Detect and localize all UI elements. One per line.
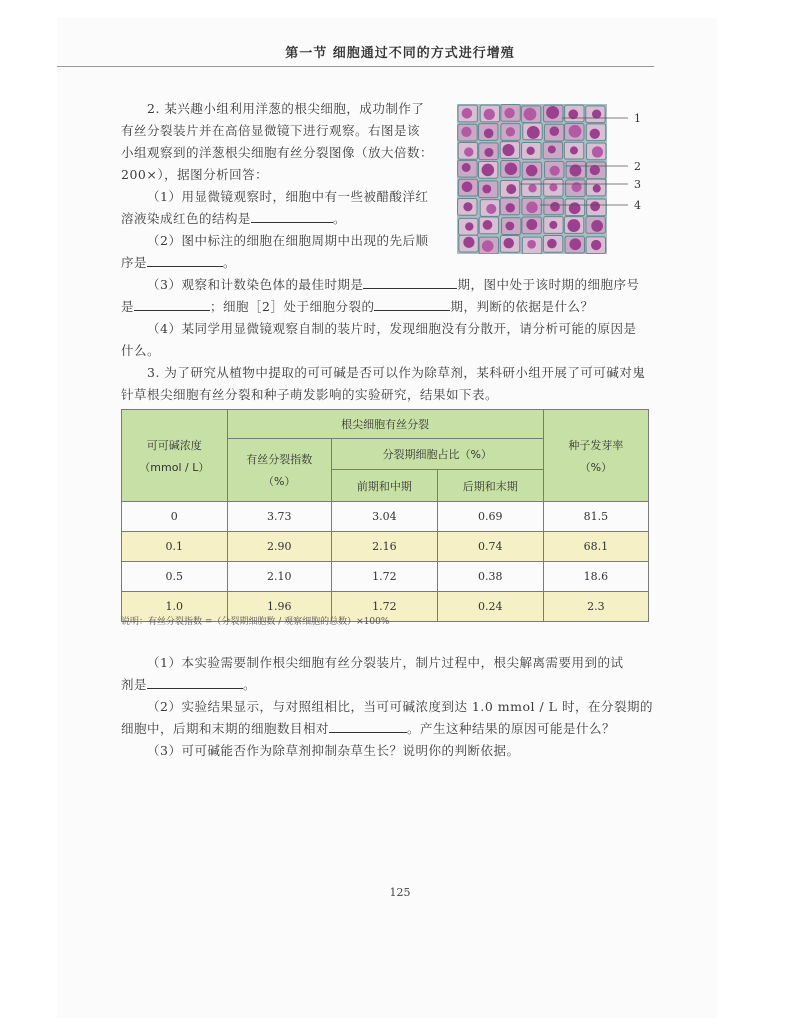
table-note: 说明：有丝分裂指数 =（分裂期细胞数 / 观察细胞的总数）×100% (121, 617, 390, 627)
q3-line-2: 针草根尖细胞有丝分裂和种子萌发影响的实验研究，结果如下表。 (121, 387, 499, 402)
header-anaphase-telophase: 后期和末期 (437, 470, 543, 502)
q2-sub1-line-2 (121, 208, 433, 230)
table-cell: 3.04 (331, 502, 437, 532)
header-divider (57, 66, 654, 67)
table-cell: 1.72 (331, 562, 437, 592)
table-cell: 0.69 (437, 502, 543, 532)
cell-label-4: 4 (634, 199, 641, 212)
nucleus (526, 202, 538, 214)
question-2-continued (121, 274, 645, 406)
header-division-ratio: 分裂期细胞占比（%） (331, 439, 543, 470)
nucleus (484, 148, 493, 157)
table-cell: 0.5 (122, 562, 228, 592)
nucleus (527, 240, 536, 249)
nucleus (464, 147, 473, 156)
nucleus (569, 125, 582, 138)
table-row (122, 502, 649, 532)
answer-blank (374, 296, 450, 311)
nucleus (550, 126, 560, 136)
nucleus (568, 109, 578, 119)
q3-sub1-end: 。 (243, 677, 257, 692)
q3-sub2-end: 。产生这种结果的原因可能是什么？ (407, 721, 616, 736)
q3-line-1: 3. 为了研究从植物中提取的可可碱是否可以作为除草剂，某科研小组开展了可可碱对鬼 (147, 365, 646, 380)
page-number: 125 (389, 886, 411, 899)
q2-sub3-text-e: 期，判断的依据是什么？ (450, 299, 594, 314)
nucleus (524, 108, 537, 121)
nucleus (463, 202, 472, 211)
q2-line-4: 200×），据图分析回答： (121, 167, 269, 182)
nucleus (505, 163, 518, 176)
nucleus (482, 164, 495, 177)
answer-blank (147, 252, 223, 267)
header-concentration (122, 410, 228, 502)
nucleus (506, 203, 515, 212)
nucleus (505, 222, 514, 231)
q2-line-3: 小组观察到的洋葱根尖细胞有丝分裂图像（放大倍数： (121, 145, 434, 160)
table-cell: 1.96 (227, 592, 331, 622)
q2-line-2: 有丝分裂装片并在高倍显微镜下进行观察。右图是该 (121, 123, 421, 138)
nucleus (572, 182, 582, 192)
answer-blank (147, 674, 243, 689)
nucleus (591, 240, 601, 250)
nucleus (590, 129, 600, 139)
table-cell: 68.1 (543, 532, 648, 562)
q2-sub2-line-1: （2）图中标注的细胞在细胞周期中出现的先后顺 (147, 233, 429, 248)
nucleus (567, 219, 580, 232)
table-cell: 0.24 (437, 592, 543, 622)
table-cell: 1.72 (331, 592, 437, 622)
nucleus (462, 163, 471, 172)
q3-sub1-line-2 (121, 674, 653, 696)
q3-sub2-line-1: （2）实验结果显示，与对照组相比，当可可碱浓度到达 1.0 mmol / L 时，在分裂期的 (147, 699, 653, 714)
nucleus (463, 237, 474, 248)
nucleus (482, 185, 491, 194)
table-cell: 2.10 (227, 562, 331, 592)
header-concentration-label: 可可碱浓度 (146, 438, 202, 452)
onion-root-tip-micrograph (457, 104, 607, 254)
nucleus (504, 108, 514, 118)
nucleus (570, 146, 578, 154)
q2-sub3-text-d: ；细胞［2］处于细胞分裂的 (210, 299, 375, 314)
micrograph-cells (457, 104, 607, 254)
nucleus (591, 220, 603, 232)
table-cell: 0.1 (122, 532, 228, 562)
nucleus (590, 201, 600, 211)
nucleus (546, 106, 559, 119)
nucleus (527, 126, 540, 139)
nucleus (549, 221, 557, 229)
answer-blank (329, 718, 407, 733)
nucleus (570, 165, 582, 177)
q2-sub1-text: 溶液染成红色的结构是 (121, 211, 252, 226)
nucleus (502, 144, 514, 156)
q2-line-1: 2. 某兴趣小组利用洋葱的根尖细胞，成功制作了 (147, 101, 425, 116)
table-cell: 81.5 (543, 502, 648, 532)
header-germination-unit: （%） (579, 460, 613, 474)
q2-sub3-text-a: （3）观察和计数染色体的最佳时期是 (147, 277, 364, 292)
nucleus (592, 110, 601, 119)
q2-sub2-text: 序是 (121, 255, 148, 270)
nucleus (592, 146, 603, 157)
nucleus (569, 202, 581, 214)
answer-blank (134, 296, 210, 311)
header-prophase-metaphase: 前期和中期 (331, 470, 437, 502)
q2-sub3-line-2 (121, 296, 645, 318)
cell-label-2: 2 (634, 160, 641, 173)
header-mitotic-index (227, 439, 331, 502)
header-germination (543, 410, 648, 502)
nucleus (569, 238, 581, 250)
nucleus (506, 184, 516, 194)
question-2-block (121, 98, 433, 274)
table-cell: 2.3 (543, 592, 648, 622)
nucleus (528, 184, 536, 192)
answer-blank (363, 274, 457, 289)
nucleus (526, 165, 538, 177)
cell-label-3: 3 (634, 178, 641, 191)
table-cell: 1.0 (122, 592, 228, 622)
nucleus (526, 219, 537, 230)
header-mitotic-index-unit: （%） (263, 475, 296, 488)
table-cell: 0 (122, 502, 228, 532)
table-cell: 0.38 (437, 562, 543, 592)
nucleus (465, 222, 473, 230)
nucleus (506, 127, 515, 136)
q2-sub3-text-b: 期，图中处于该时期的细胞序号 (457, 277, 640, 292)
q3-sub2-text: 细胞中，后期和末期的细胞数目相对 (121, 721, 330, 736)
cell-label-1: 1 (634, 112, 641, 125)
nucleus (483, 220, 493, 230)
section-header: 第一节 细胞通过不同的方式进行增殖 (285, 46, 515, 61)
q2-sub4-line-1: （4）某同学用显微镜观察自制的装片时，发现细胞没有分散开，请分析可能的原因是 (147, 321, 637, 336)
nucleus (550, 202, 560, 212)
q2-sub3-line-1 (121, 274, 645, 296)
q2-sub1-line-1: （1）用显微镜观察时，细胞中有一些被醋酸洋红 (147, 189, 429, 204)
nucleus (486, 204, 496, 214)
nucleus (462, 181, 473, 192)
table-cell: 0.74 (437, 532, 543, 562)
nucleus (462, 108, 473, 119)
q2-sub3-text-c: 是 (121, 299, 135, 314)
nucleus (549, 183, 557, 191)
nucleus (482, 240, 494, 252)
q2-sub2-line-2 (121, 252, 433, 274)
table-cell: 2.90 (227, 532, 331, 562)
answer-blank (251, 208, 333, 223)
table-cell: 2.16 (331, 532, 437, 562)
data-table (121, 409, 649, 622)
nucleus (548, 145, 556, 153)
nucleus (526, 147, 534, 155)
header-germination-label: 种子发芽率 (568, 438, 624, 452)
q2-sub1-end: 。 (333, 211, 347, 226)
q3-sub3-line: （3）可可碱能否作为除草剂抑制杂草生长？说明你的判断依据。 (147, 743, 520, 758)
header-mitosis: 根尖细胞有丝分裂 (227, 410, 543, 439)
nucleus (503, 238, 513, 248)
q2-sub4-line-2: 什么。 (121, 343, 161, 358)
table-row (122, 532, 649, 562)
q3-sub1-line-1: （1）本实验需要制作根尖细胞有丝分裂装片，制片过程中，根尖解离需要用到的试 (147, 655, 624, 670)
header-mitotic-index-label: 有丝分裂指数 (246, 453, 313, 466)
nucleus (484, 109, 495, 120)
header-concentration-unit: （mmol / L） (139, 460, 210, 474)
q2-sub2-end: 。 (223, 255, 237, 270)
table-row (122, 562, 649, 592)
table-cell: 3.73 (227, 502, 331, 532)
nucleus (550, 166, 560, 176)
nucleus (593, 184, 601, 192)
nucleus (484, 129, 494, 139)
table-cell: 18.6 (543, 562, 648, 592)
nucleus (461, 127, 471, 137)
q3-sub2-line-2 (121, 718, 653, 740)
question-3-subquestions (121, 652, 653, 762)
q3-sub1-text: 剂是 (121, 677, 148, 692)
nucleus (590, 165, 600, 175)
nucleus (547, 239, 557, 249)
